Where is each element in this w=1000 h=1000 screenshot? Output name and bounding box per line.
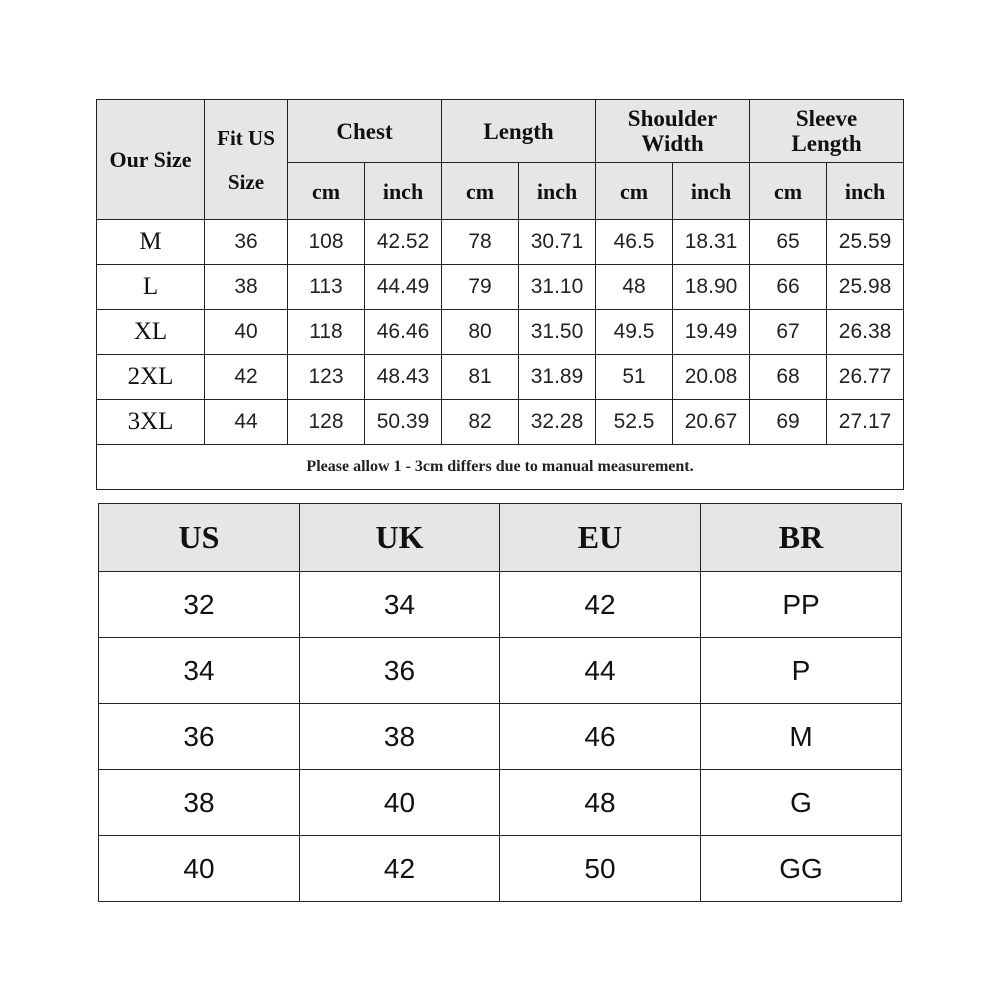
conversion-cell: P [701,638,902,704]
size-cell: 36 [205,220,288,265]
size-cell: 38 [205,265,288,310]
size-cell: 50.39 [365,400,442,445]
unit-header: inch [827,163,904,220]
conversion-cell: 42 [300,836,500,902]
size-cell: M [97,220,205,265]
header-chest: Chest [288,100,442,163]
size-cell: 67 [750,310,827,355]
conversion-cell: 44 [500,638,701,704]
conversion-cell: PP [701,572,902,638]
size-cell: 78 [442,220,519,265]
size-cell: 48 [596,265,673,310]
conversion-cell: 38 [300,704,500,770]
size-cell: 25.98 [827,265,904,310]
conversion-row [99,572,902,638]
size-cell: 31.50 [519,310,596,355]
size-cell: 68 [750,355,827,400]
size-cell: 52.5 [596,400,673,445]
size-cell: 66 [750,265,827,310]
size-cell: 69 [750,400,827,445]
size-cell: 128 [288,400,365,445]
size-cell: 108 [288,220,365,265]
conversion-cell: 48 [500,770,701,836]
unit-header: cm [288,163,365,220]
size-cell: 18.31 [673,220,750,265]
size-cell: 27.17 [827,400,904,445]
size-conversion-table [98,503,902,902]
size-row [97,355,904,400]
size-cell: 18.90 [673,265,750,310]
unit-header: inch [365,163,442,220]
size-row [97,310,904,355]
conversion-cell: 38 [99,770,300,836]
size-cell: 44 [205,400,288,445]
conversion-row [99,770,902,836]
header-sleeve-length: Sleeve Length [750,100,904,163]
conversion-cell: 50 [500,836,701,902]
size-cell: 80 [442,310,519,355]
size-cell: 3XL [97,400,205,445]
size-cell: 81 [442,355,519,400]
conversion-row [99,638,902,704]
size-cell: 25.59 [827,220,904,265]
header-length: Length [442,100,596,163]
conversion-cell: GG [701,836,902,902]
size-cell: 26.77 [827,355,904,400]
conversion-cell: 40 [300,770,500,836]
unit-header: inch [519,163,596,220]
header-br: BR [701,504,902,572]
conversion-cell: 42 [500,572,701,638]
unit-header: inch [673,163,750,220]
size-cell: 44.49 [365,265,442,310]
size-cell: 65 [750,220,827,265]
header-our-size: Our Size [97,100,205,220]
header-eu: EU [500,504,701,572]
size-cell: 42 [205,355,288,400]
size-cell: 123 [288,355,365,400]
measurement-note: Please allow 1 - 3cm differs due to manual measurement. [97,445,904,490]
size-cell: 113 [288,265,365,310]
header-fit-us-size: Fit US Size [205,100,288,220]
size-cell: 49.5 [596,310,673,355]
size-row [97,400,904,445]
size-cell: L [97,265,205,310]
size-cell: XL [97,310,205,355]
header-uk: UK [300,504,500,572]
conversion-cell: M [701,704,902,770]
size-cell: 32.28 [519,400,596,445]
size-cell: 26.38 [827,310,904,355]
size-row [97,220,904,265]
conversion-cell: 34 [99,638,300,704]
size-cell: 31.10 [519,265,596,310]
size-cell: 40 [205,310,288,355]
conversion-cell: 46 [500,704,701,770]
size-cell: 2XL [97,355,205,400]
size-cell: 46.46 [365,310,442,355]
conversion-row [99,836,902,902]
size-cell: 20.08 [673,355,750,400]
size-cell: 20.67 [673,400,750,445]
conversion-row [99,704,902,770]
size-cell: 48.43 [365,355,442,400]
note-row [97,445,904,490]
size-cell: 46.5 [596,220,673,265]
size-chart-table [96,99,904,490]
unit-header: cm [596,163,673,220]
size-cell: 31.89 [519,355,596,400]
size-cell: 118 [288,310,365,355]
size-cell: 42.52 [365,220,442,265]
conversion-cell: 36 [300,638,500,704]
unit-header: cm [750,163,827,220]
unit-header: cm [442,163,519,220]
size-cell: 82 [442,400,519,445]
conversion-cell: 32 [99,572,300,638]
header-us: US [99,504,300,572]
conversion-cell: 40 [99,836,300,902]
size-cell: 79 [442,265,519,310]
size-cell: 19.49 [673,310,750,355]
size-row [97,265,904,310]
conversion-cell: 34 [300,572,500,638]
conversion-cell: 36 [99,704,300,770]
size-cell: 51 [596,355,673,400]
header-shoulder-width: Shoulder Width [596,100,750,163]
size-cell: 30.71 [519,220,596,265]
conversion-cell: G [701,770,902,836]
